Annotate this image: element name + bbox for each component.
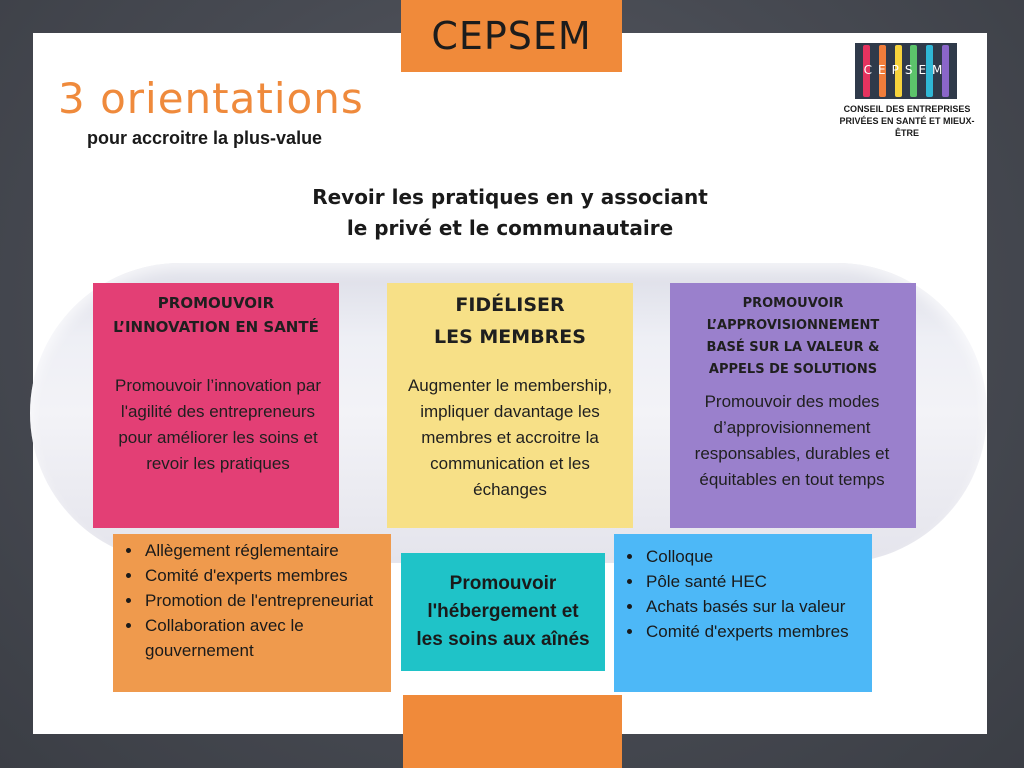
list-item: • Promotion de l'entrepreneuriat	[143, 588, 383, 613]
list-item: • Collaboration avec le gouvernement	[143, 613, 383, 663]
card-approvisionnement-heading-line2: L’APPROVISIONNEMENT	[706, 318, 880, 333]
header-tab-label: CEPSEM	[431, 14, 592, 58]
teal-box-line2: l'hébergement et	[427, 601, 579, 622]
card-innovation-heading	[93, 291, 339, 339]
card-membres-heading-line2: LES MEMBRES	[434, 326, 586, 348]
banner-line2: le privé et le communautaire	[346, 216, 674, 240]
list-item: • Allègement réglementaire	[143, 538, 383, 563]
logo-caption	[828, 103, 986, 139]
list-item: • Pôle santé HEC	[644, 569, 864, 594]
orange-list-box	[113, 534, 391, 692]
logo-caption-line2: PRIVÉES EN SANTÉ ET MIEUX-ÊTRE	[839, 116, 975, 138]
orange-list	[117, 538, 383, 663]
card-innovation	[93, 283, 339, 528]
page-subtitle: pour accroitre la plus-value	[87, 128, 323, 148]
logo-caption-line1: CONSEIL DES ENTREPRISES	[843, 104, 971, 114]
card-approvisionnement	[670, 283, 916, 528]
banner	[260, 182, 760, 244]
card-membres	[387, 283, 633, 528]
card-approvisionnement-heading-line4: APPELS DE SOLUTIONS	[708, 362, 878, 377]
card-approvisionnement-heading	[670, 293, 916, 381]
card-approvisionnement-heading-line1: PROMOUVOIR	[742, 296, 844, 311]
teal-box-line1: Promouvoir	[449, 573, 557, 594]
blue-list	[618, 544, 864, 644]
list-item: • Comité d'experts membres	[644, 619, 864, 644]
list-item: • Colloque	[644, 544, 864, 569]
footer-tab	[403, 695, 622, 768]
banner-line1: Revoir les pratiques en y associant	[312, 185, 708, 209]
header-tab	[401, 0, 622, 72]
blue-list-box	[614, 534, 872, 692]
teal-box-line3: les soins aux aînés	[416, 629, 590, 650]
card-approvisionnement-body: Promouvoir des modes d’approvisionnement responsables, durables et équitables en tout temps	[694, 392, 890, 489]
logo-text: CEPSEM	[863, 63, 949, 77]
card-membres-body: Augmenter le membership, impliquer davantage les membres et accroitre la communication et les échanges	[407, 376, 613, 499]
card-membres-heading-line1: FIDÉLISER	[455, 294, 565, 316]
card-innovation-heading-line2: L’INNOVATION EN SANTÉ	[113, 318, 319, 336]
card-innovation-heading-line1: PROMOUVOIR	[157, 294, 275, 312]
card-approvisionnement-heading-line3: BASÉ SUR LA VALEUR &	[706, 340, 880, 355]
card-innovation-body: Promouvoir l’innovation par l'agilité des entrepreneurs pour améliorer les soins et revoir les pratiques	[115, 376, 321, 473]
teal-box-hebergement	[401, 553, 605, 671]
card-membres-heading	[387, 289, 633, 353]
list-item: • Achats basés sur la valeur	[644, 594, 864, 619]
page-title: 3 orientations	[58, 74, 364, 123]
list-item: • Comité d'experts membres	[143, 563, 383, 588]
